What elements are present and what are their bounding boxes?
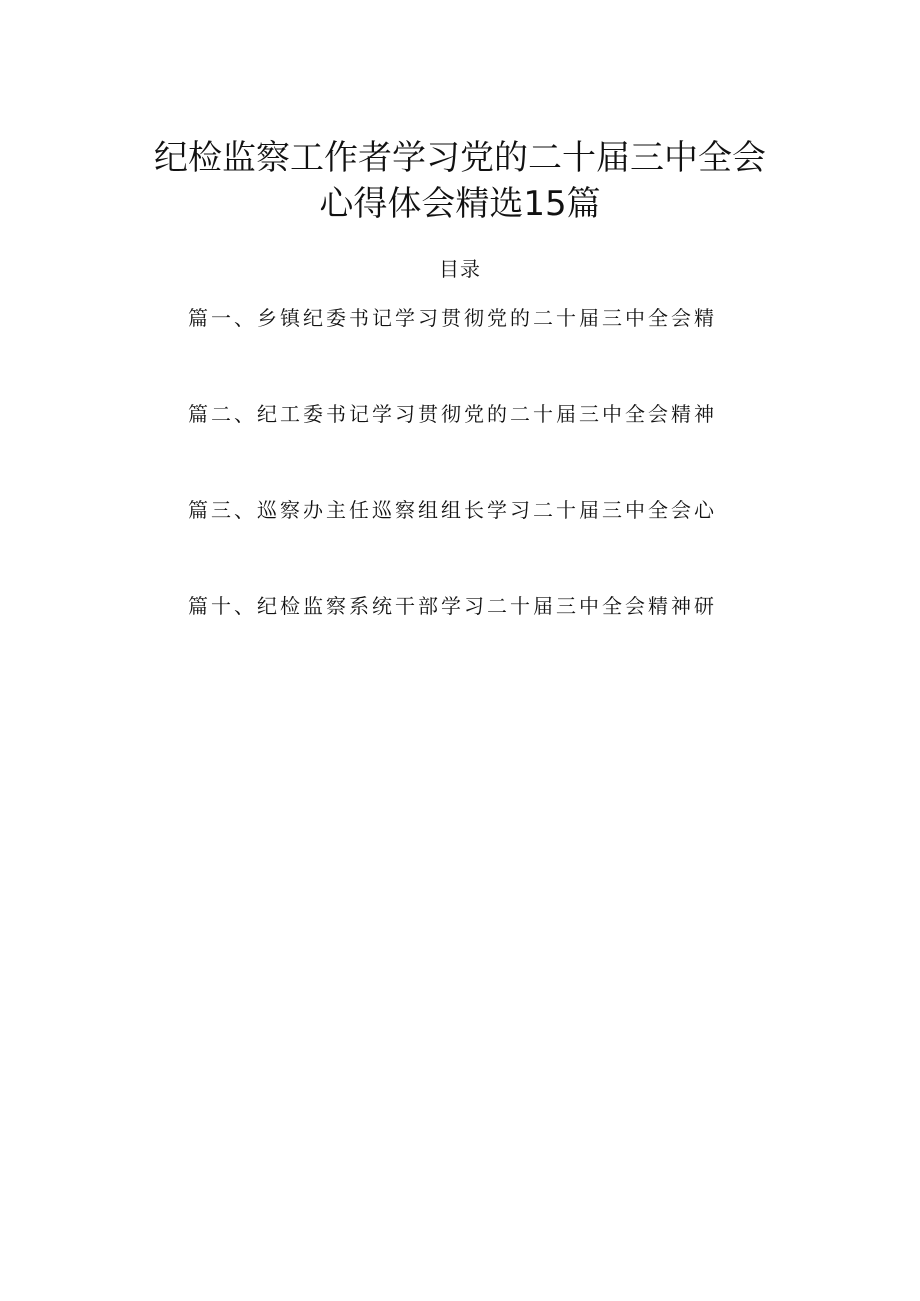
document-title-line-2: 心得体会精选15篇 — [319, 184, 601, 224]
toc-heading: 目录 — [439, 257, 481, 281]
document-title-line-1: 纪检监察工作者学习党的二十届三中全会 — [154, 138, 766, 178]
toc-item-2[interactable]: 篇二、纪工委书记学习贯彻党的二十届三中全会精神 — [188, 402, 717, 426]
table-of-contents — [188, 304, 748, 688]
toc-item-10[interactable]: 篇十、纪检监察系统干部学习二十届三中全会精神研 — [188, 594, 717, 618]
toc-item-3[interactable]: 篇三、巡察办主任巡察组组长学习二十届三中全会心 — [188, 498, 717, 522]
toc-item-1[interactable]: 篇一、乡镇纪委书记学习贯彻党的二十届三中全会精 — [188, 306, 717, 330]
